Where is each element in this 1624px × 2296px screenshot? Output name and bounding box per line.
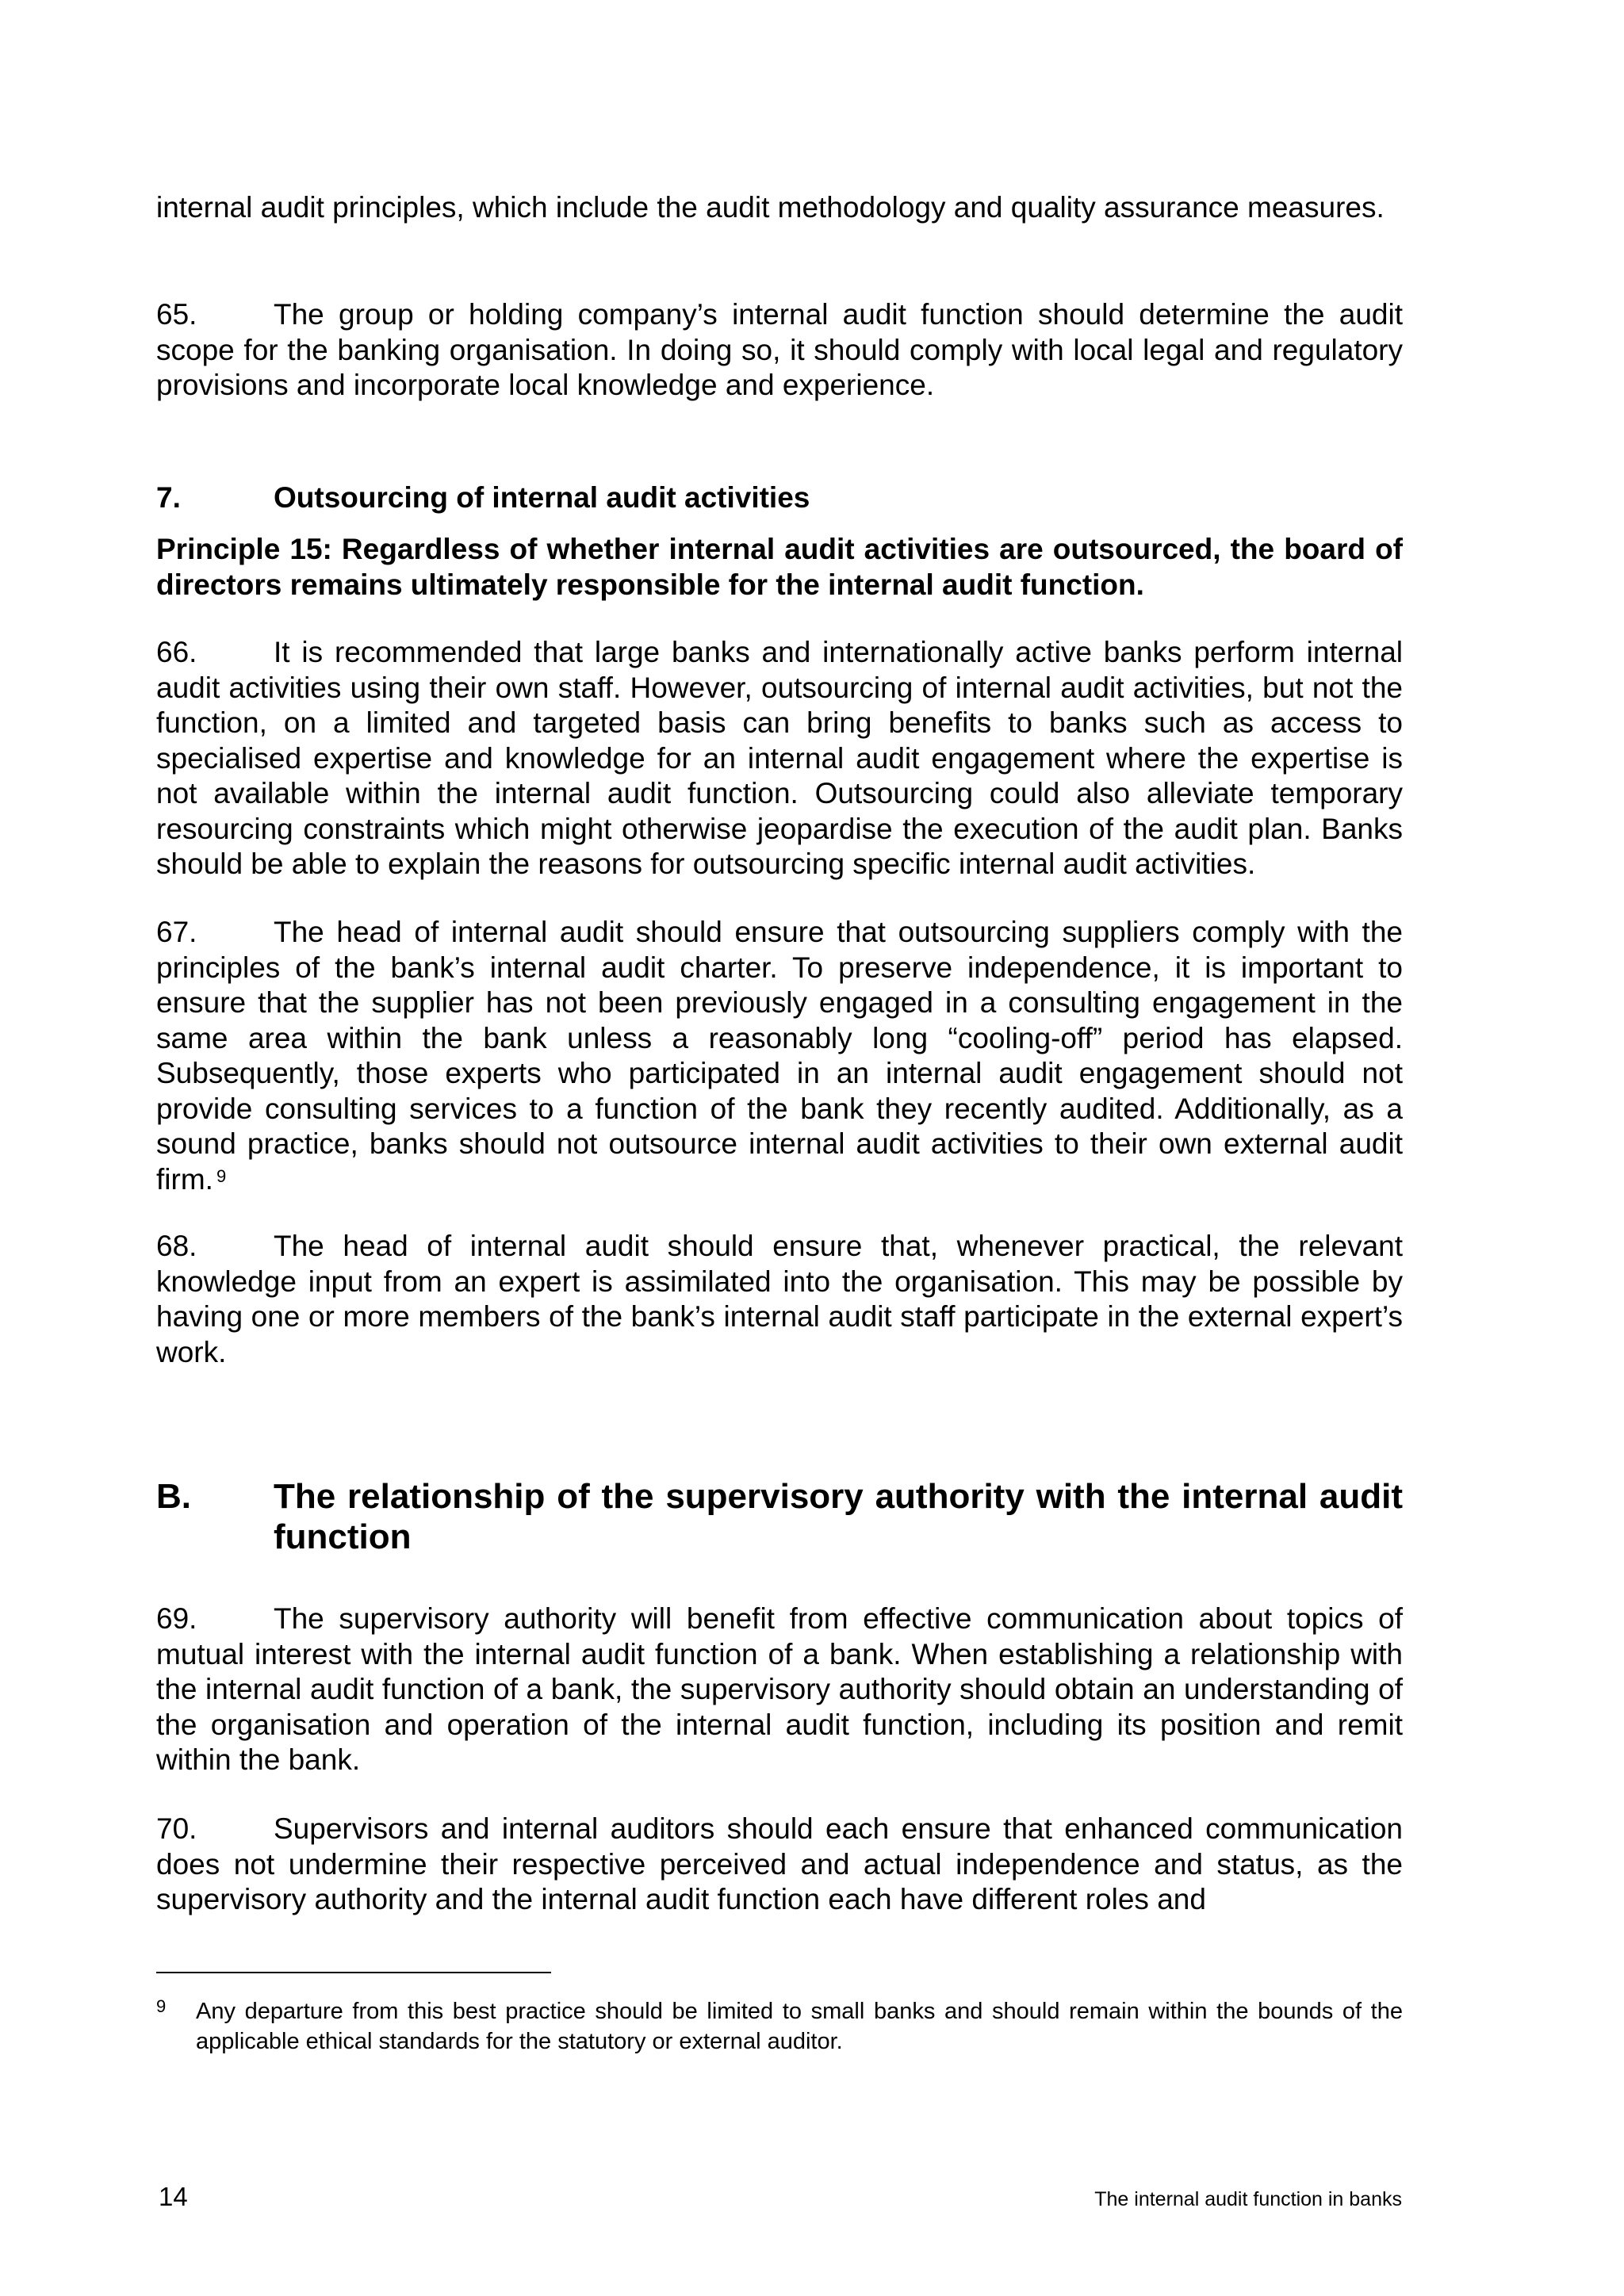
paragraph-67: [156, 915, 1403, 1197]
paragraph-number: 65.: [156, 298, 197, 331]
paragraph-number: 66.: [156, 636, 197, 668]
paragraph-text: The group or holding company’s internal audit function should determine the audit scope for the banking organisation. In doing so, it should comply with local legal and regulatory provisions and incorporate local knowledge and experience.: [156, 298, 1403, 401]
paragraph-text: The head of internal audit should ensure that outsourcing suppliers comply with the principles of the bank’s internal audit charter. To preserve independence, it is important to ensure that the supplier has not been previously engaged in a consulting engagement in the same area within the bank unless a reasonably long “cooling-off” period has elapsed. Subsequently, those experts who participated in an internal audit engagement should not provide consulting services to a function of the bank they recently audited. Additionally, as a sound practice, banks should not outsource internal audit activities to their own external audit firm.: [156, 916, 1403, 1196]
paragraph-number: 70.: [156, 1812, 197, 1845]
principle-text: Principle 15: Regardless of whether internal audit activities are outsourced, the board of directors remains ultimately responsible for the internal audit function.: [156, 533, 1403, 601]
paragraph-70: [156, 1812, 1403, 1918]
principle-15: [156, 532, 1403, 603]
paragraph-65: [156, 297, 1403, 404]
paragraph-number: 68.: [156, 1230, 197, 1262]
paragraph-text: It is recommended that large banks and internationally active banks perform internal audit activities using their own staff. However, outsourcing of internal audit activities, but not the function, on a limited and targeted basis can bring benefits to banks such as access to specialised expertise and knowledge for an internal audit engagement where the expertise is not available within the internal audit function. Outsourcing could also alleviate temporary resourcing constraints which might otherwise jeopardise the execution of the audit plan. Banks should be able to explain the reasons for outsourcing specific internal audit activities.: [156, 636, 1403, 880]
section-title: The relationship of the supervisory authority with the internal audit function: [274, 1477, 1403, 1556]
footnote-number: 9: [156, 1996, 167, 2016]
section-number: 7.: [156, 481, 181, 514]
footnote-text: Any departure from this best practice should be limited to small banks and should remain within the bounds of the applicable ethical standards for the statutory or external auditor.: [196, 1999, 1403, 2054]
paragraph-text: The head of internal audit should ensure that, whenever practical, the relevant knowledge input from an expert is assimilated into the organisation. This may be possible by having one or more members of the bank’s internal audit staff participate in the external expert’s work.: [156, 1230, 1403, 1368]
running-title: The internal audit function in banks: [1094, 2188, 1402, 2210]
section-7-heading: [156, 480, 1403, 516]
section-b-heading: [156, 1476, 1403, 1557]
page-number: 14: [159, 2182, 188, 2211]
paragraph-66: [156, 635, 1403, 882]
paragraph-text: The supervisory authority will benefit from effective communication about topics of mutual interest with the internal audit function of a bank. When establishing a relationship with the internal audit function of a bank, the supervisory authority should obtain an understanding of the organisation and operation of the internal audit function, including its position and remit within the bank.: [156, 1602, 1403, 1776]
paragraph-text: Supervisors and internal auditors should each ensure that enhanced communication does not undermine their respective perceived and actual independence and status, as the supervisory authority and the internal audit function each have different roles and: [156, 1812, 1403, 1915]
footnote-reference[interactable]: 9: [216, 1165, 227, 1186]
continuation-paragraph: [156, 190, 1403, 226]
section-letter: B.: [156, 1477, 191, 1516]
paragraph-number: 69.: [156, 1602, 197, 1635]
paragraph-69: [156, 1601, 1403, 1778]
paragraph-number: 67.: [156, 916, 197, 948]
footnote-divider: [156, 1972, 551, 1973]
footnote-9: [156, 1996, 1403, 2057]
section-title: Outsourcing of internal audit activities: [274, 481, 810, 514]
paragraph-68: [156, 1229, 1403, 1370]
continuation-text: internal audit principles, which include the audit methodology and quality assurance measures.: [156, 191, 1385, 224]
